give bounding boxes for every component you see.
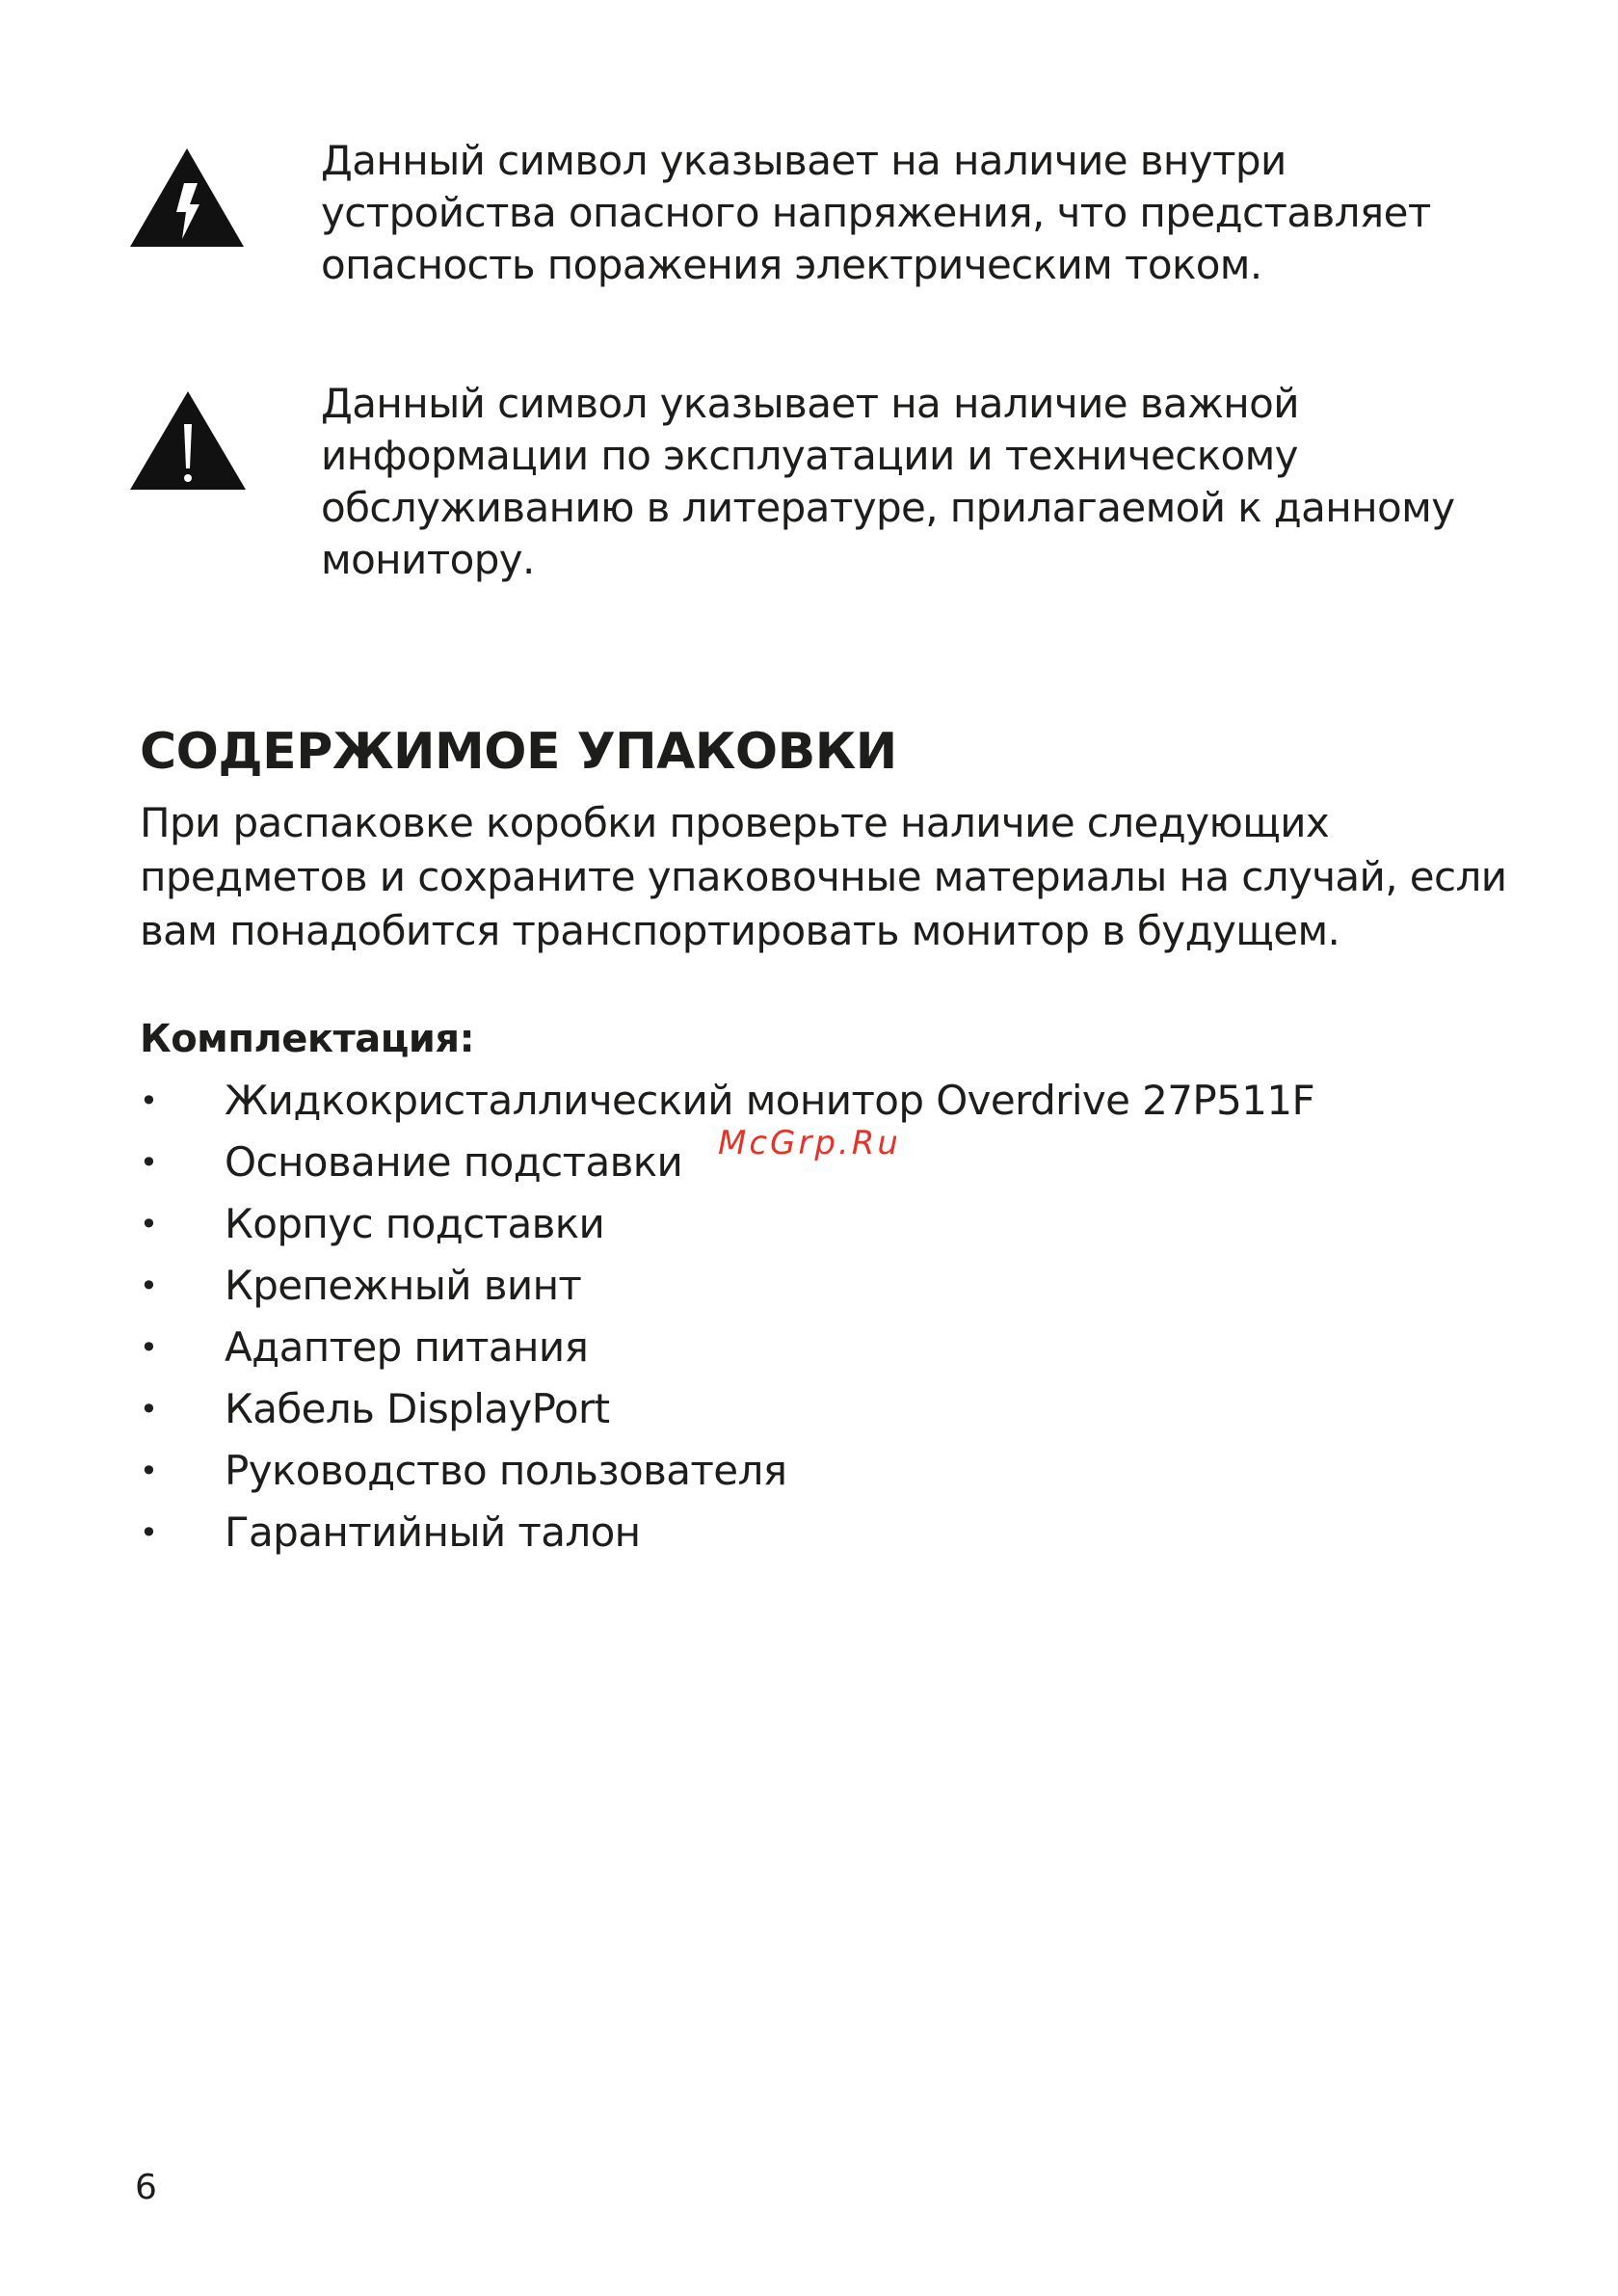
bullet-icon: • <box>140 1268 158 1304</box>
exclamation-warning-icon <box>128 389 248 497</box>
kit-item-label: Жидкокристаллический монитор Overdrive 27P511F <box>225 1077 1315 1124</box>
kit-heading: Комплектация: <box>140 1017 475 1061</box>
text-line: опасность поражения электрическим током. <box>321 241 1262 288</box>
kit-item-label: Адаптер питания <box>225 1323 589 1371</box>
bullet-icon: • <box>140 1514 158 1551</box>
kit-item-label: Корпус подставки <box>225 1200 605 1247</box>
kit-item-label: Основание подставки <box>225 1138 683 1186</box>
bullet-icon: • <box>140 1082 158 1119</box>
watermark: McGrp.Ru <box>718 1124 901 1162</box>
kit-item-label: Гарантийный талон <box>225 1508 641 1556</box>
intro-paragraph <box>140 796 1508 958</box>
warning-text-voltage <box>321 135 1535 291</box>
kit-item-label: Кабель DisplayPort <box>225 1385 610 1432</box>
text-line: информации по эксплуатации и техническому <box>321 432 1298 479</box>
section-title: СОДЕРЖИМОЕ УПАКОВКИ <box>140 723 897 781</box>
bullet-icon: • <box>140 1453 158 1489</box>
text-line: Данный символ указывает на наличие важной <box>321 380 1299 427</box>
bullet-icon: • <box>140 1144 158 1181</box>
text-line: устройства опасного напряжения, что представляет <box>321 189 1431 236</box>
text-line: При распаковке коробки проверьте наличие следующих <box>140 799 1330 846</box>
text-line: вам понадобится транспортировать монитор в будущем. <box>140 907 1340 954</box>
kit-item-label: Крепежный винт <box>225 1262 582 1309</box>
text-line: монитору. <box>321 536 535 583</box>
text-line: обслуживанию в литературе, прилагаемой к данному <box>321 484 1455 531</box>
bullet-icon: • <box>140 1391 158 1428</box>
bullet-icon: • <box>140 1206 158 1242</box>
lightning-warning-icon <box>128 147 246 254</box>
page-number: 6 <box>135 2168 157 2207</box>
warning-text-info <box>321 378 1535 586</box>
text-line: Данный символ указывает на наличие внутри <box>321 137 1286 184</box>
bullet-icon: • <box>140 1329 158 1366</box>
text-line: предметов и сохраните упаковочные материалы на случай, если <box>140 853 1507 900</box>
kit-item-label: Руководство пользователя <box>225 1447 787 1494</box>
